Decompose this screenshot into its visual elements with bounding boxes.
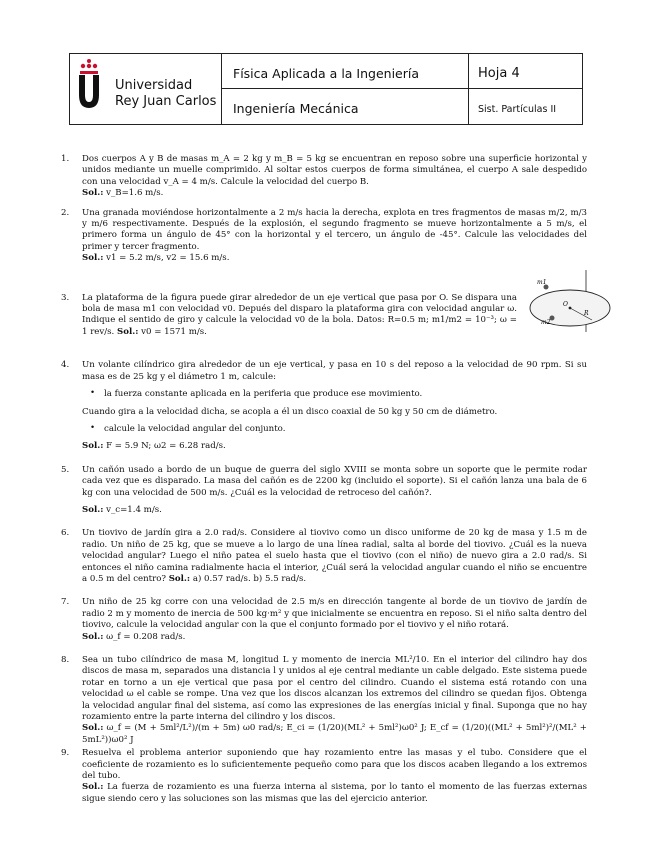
solution-text: a) 0.57 rad/s. b) 5.5 rad/s.	[192, 573, 307, 584]
problem-item	[61, 154, 587, 200]
bullet-item: • la fuerza constante aplicada en la periferia que produce ese movimiento.	[82, 389, 587, 400]
solution	[82, 188, 587, 199]
solution-text: ω_f = (M + 5ml²/L²)/(m + 5m) ω0 rad/s; E_ci = (1/20)(ML² + 5ml²)ω0² J; E_cf = (1/20)((ML² + 5ml²)²/(ML² + 5mL²))ω0² J	[82, 723, 587, 745]
problem-text: Un niño de 25 kg corre con una velocidad de 2.5 m/s en dirección tangente al borde de un tiovivo de jardín de radio 2 m y momento de inercia de 500 kg·m² y que inicialmente se encuentra en reposo. Si el niño salta dentro del tiovivo, calcule la velocidad angular con la que el conjunto formado por el tiovivo y el niño rotará.	[82, 597, 587, 631]
solution-label: Sol.:	[82, 723, 104, 734]
bullet-item: • calcule la velocidad angular del conjunto.	[82, 424, 587, 435]
problem-item	[61, 293, 587, 339]
solution-text: F = 5.9 N; ω2 = 6.28 rad/s.	[106, 441, 226, 452]
figure-label-o: O	[563, 301, 568, 308]
sheet-topic: Sist. Partículas II	[478, 104, 557, 115]
problem-number: 5.	[61, 464, 70, 475]
problem-list	[61, 154, 587, 805]
solution-label: Sol.:	[82, 253, 104, 264]
solution-text: v1 = 5.2 m/s, v2 = 15.6 m/s.	[106, 253, 230, 264]
bullet-list	[82, 389, 587, 400]
problem-text: Resuelva el problema anterior suponiendo que hay rozamiento entre las masas y el tubo. Considere que el coeficiente de rozamiento es lo suficientemente pequeño como para que los discos acaben llegando a los extremos del tubo.	[82, 748, 587, 782]
problem-text: Un volante cilíndrico gira alrededor de un eje vertical, y pasa en 10 s del reposo a la velocidad de 90 rpm. Si su masa es de 25 kg y el diámetro 1 m, calcule:	[82, 360, 587, 382]
problem-number: 4.	[61, 360, 70, 371]
bullet-list	[82, 424, 587, 435]
problem-number: 3.	[61, 292, 70, 303]
figure-label-m1: m1	[537, 279, 547, 286]
solution	[82, 441, 587, 452]
solution-text: v0 = 1571 m/s.	[141, 326, 207, 337]
solution-text: v_B=1.6 m/s.	[106, 188, 164, 199]
problem-text: Un cañón usado a bordo de un buque de guerra del siglo XVIII se monta sobre un soporte que le permite rodar cada vez que es disparado. La masa del cañón es de 2200 kg (incluido el soporte). Si el cañón lanza una bala de 6 kg con una velocidad de 500 m/s. ¿Cuál es la velocidad de retroceso del cañón?.	[82, 464, 587, 498]
problem-item	[61, 748, 587, 805]
problem-text: Dos cuerpos A y B de masas m_A = 2 kg y m_B = 5 kg se encuentran en reposo sobre una superficie horizontal y unidos mediante un muelle comprimido. Al soltar estos cuerpos de forma simultánea, el cuerpo A sale despedido con una velocidad v_A = 4 m/s. Calcule la velocidad del cuerpo B.	[82, 154, 587, 187]
university-name-line2: Rey Juan Carlos	[115, 94, 217, 109]
problem-text: Sea un tubo cilíndrico de masa M, longitud L y momento de inercia ML²/10. En el interior del cilindro hay dos discos de masa m, separados una distancia l y unidos al eje central mediante un cable delgado. Este sistema puede rotar en torno a un eje vertical que pasa por el centro del cilindro. Cuando el sistema está rotando con una velocidad ω el cable se rompe. Una vez que los discos alcanzan los extremos del cilindro se quedan fijos. Obtenga la velocidad angular final del sistema, así como las expresiones de las energías inicial y final. Suponga que no hay rozamiento entre la parte interna del cilindro y los discos.	[82, 655, 587, 723]
solution-label: Sol.:	[82, 782, 104, 793]
university-name-line1: Universidad	[115, 78, 193, 93]
university-logo	[70, 54, 222, 124]
problem-item	[61, 208, 587, 265]
degree-name: Ingeniería Mecánica	[233, 101, 359, 116]
figure-label-m2: m2	[541, 319, 551, 326]
solution-label: Sol.:	[82, 631, 104, 642]
problem-number: 7.	[61, 597, 70, 608]
solution	[82, 632, 587, 643]
solution-text: v_c=1.4 m/s.	[106, 504, 162, 515]
solution	[82, 505, 587, 516]
course-title: Física Aplicada a la Ingeniería	[222, 54, 468, 89]
solution-label: Sol.:	[82, 441, 104, 452]
problem-item	[61, 465, 587, 517]
problem-item	[61, 655, 587, 746]
solution	[82, 253, 587, 264]
solution-text: La fuerza de rozamiento es una fuerza interna al sistema, por lo tanto el momento de las fuerzas externas sigue siendo cero y las soluciones son las mismas que las del ejercicio anterior.	[82, 782, 587, 804]
solution-label: Sol.:	[82, 504, 104, 515]
problem-text: La plataforma de la figura puede girar alrededor de un eje vertical que pasa por O. Se dispara una bola de masa m1 con velocidad v0. Depués del disparo la plataforma gira con velocidad angular ω. Indique el sentido de giro y calcule la velocidad v0 de la bola. Datos: R=0.5 m; m1/m2 = 10⁻³; ω = 1 rev/s. Sol.: v0 = 1571 m/s.	[82, 292, 517, 337]
rotating-platform-figure	[524, 270, 612, 332]
problem-number: 1.	[61, 154, 70, 164]
problem-number: 9.	[61, 748, 70, 759]
solution-label: Sol.:	[168, 573, 191, 584]
problem-text: Una granada moviéndose horizontalmente a 2 m/s hacia la derecha, explota en tres fragmentos de masas m/2, m/3 y m/6 respectivamente. Después de la explosión, el segundo fragmento se mueve horizontalmente a 5 m/s, el primero forma un ángulo de 45° con la horizontal y el tercero, un ángulo de -45°. Calcule las velocidades del primer y tercer fragmento.	[82, 207, 587, 252]
solution	[82, 723, 587, 746]
problem-text-2: Cuando gira a la velocidad dicha, se acopla a él un disco coaxial de 50 kg y 50 cm de diámetro.	[82, 406, 498, 417]
problem-item	[61, 597, 587, 643]
solution-label: Sol.:	[117, 326, 139, 337]
header-box	[69, 53, 583, 125]
center-point-o	[569, 307, 572, 310]
problem-number: 6.	[61, 528, 70, 539]
problem-number: 2.	[61, 207, 70, 218]
problem-text: Un tiovivo de jardín gira a 2.0 rad/s. Considere al tiovivo como un disco uniforme de 20 kg de masa y 1.5 m de radio. Un niño de 25 kg, que se mueve a lo largo de una línea radial, salta al borde del tiovivo. ¿Cuál es la nueva velocidad angular? Luego el niño patea el suelo hasta que el tiovivo (con el niño) de nuevo gira a 2.0 rad/s. Si entonces el niño camina radialmente hacia el interior, ¿Cuál será la velocidad angular cuando el niño se encuentre a 0.5 m del centro? Sol.: a) 0.57 rad/s. b) 5.5 rad/s.	[82, 528, 587, 584]
problem-item	[61, 360, 587, 452]
problem-number: 8.	[61, 655, 70, 665]
figure-label-r: R	[584, 310, 589, 317]
solution-label: Sol.:	[82, 188, 104, 199]
urjc-crest-icon	[77, 58, 101, 110]
sheet-number: Hoja 4	[469, 54, 582, 89]
solution	[82, 782, 587, 805]
problem-item	[61, 528, 587, 585]
solution-text: ω_f = 0.208 rad/s.	[106, 631, 186, 642]
